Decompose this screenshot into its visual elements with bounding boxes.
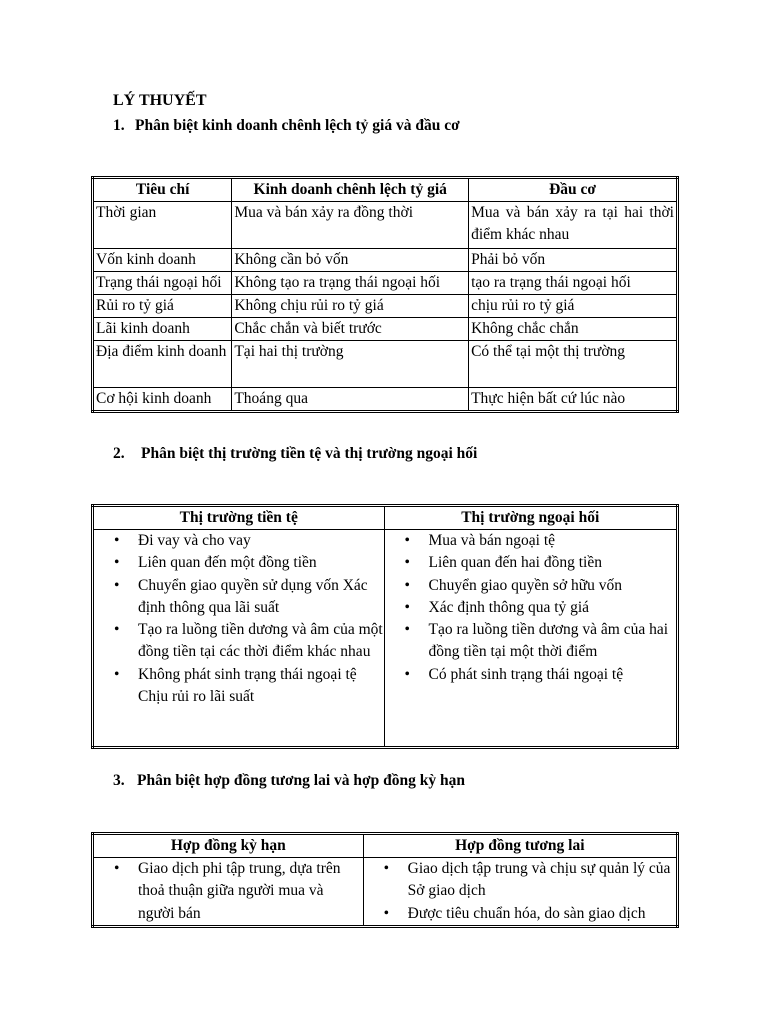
list-item: • Chuyển giao quyền sở hữu vốn: [429, 575, 677, 597]
table-cell: Cơ hội kinh doanh: [93, 388, 232, 412]
table-row: [93, 202, 678, 249]
list-item: • Giao dịch tập trung và chịu sự quản lý của Sở giao dịch: [408, 858, 676, 903]
table-row: [93, 858, 678, 927]
section-3-heading: [113, 772, 465, 790]
column-header: Tiêu chí: [93, 178, 232, 202]
table-cell: Thoáng qua: [232, 388, 469, 412]
list-item: • Không phát sinh trạng thái ngoại tệ: [138, 664, 384, 686]
bullet-list: [385, 530, 677, 686]
column-header: Kinh doanh chênh lệch tỷ giá: [232, 178, 469, 202]
table-row: [93, 272, 678, 295]
section-1-heading: [113, 117, 460, 135]
forward-vs-futures-table: [91, 832, 679, 928]
column-header: Đầu cơ: [469, 178, 678, 202]
table-cell: Không cần bỏ vốn: [232, 249, 469, 272]
table-row: [93, 388, 678, 412]
list-item: • Liên quan đến hai đồng tiền: [429, 552, 677, 574]
page-title: LÝ THUYẾT: [113, 92, 207, 109]
table-row: [93, 530, 678, 748]
table-cell: chịu rủi ro tỷ giá: [469, 295, 678, 318]
table-cell: Địa điểm kinh doanh: [93, 341, 232, 388]
table-cell: Mua và bán xảy ra đồng thời: [232, 202, 469, 249]
table-cell: Tại hai thị trường: [232, 341, 469, 388]
list-continuation: Chịu rủi ro lãi suất: [138, 688, 255, 706]
column-header: Thị trường ngoại hối: [384, 506, 678, 530]
list-item: • Tạo ra luồng tiền dương và âm của hai đồng tiền tại một thời điểm: [429, 619, 677, 664]
money-market-cell: [93, 530, 385, 748]
list-item: • Được tiêu chuẩn hóa, do sàn giao dịch: [408, 903, 676, 925]
forward-contract-cell: [93, 858, 364, 927]
arbitrage-vs-speculation-table: [91, 176, 679, 413]
section-2-heading: [113, 445, 477, 463]
table-row: [93, 318, 678, 341]
table-row: [93, 295, 678, 318]
table-cell: Vốn kinh doanh: [93, 249, 232, 272]
section-title: Phân biệt kinh doanh chênh lệch tỷ giá và đầu cơ: [135, 117, 460, 134]
list-item: • Chuyển giao quyền sử dụng vốn Xác định thông qua lãi suất: [138, 575, 384, 620]
table-cell: Không chịu rủi ro tỷ giá: [232, 295, 469, 318]
table-cell: Có thể tại một thị trường: [469, 341, 678, 388]
section-title: Phân biệt hợp đồng tương lai và hợp đồng kỳ hạn: [137, 772, 465, 789]
table-cell: Không tạo ra trạng thái ngoại hối: [232, 272, 469, 295]
table-row: [93, 341, 678, 388]
table-cell: Không chắc chắn: [469, 318, 678, 341]
table-header-row: [93, 178, 678, 202]
bullet-list: [364, 858, 676, 925]
column-header: Hợp đồng tương lai: [363, 834, 677, 858]
money-vs-forex-market-table: [91, 504, 679, 749]
column-header: Thị trường tiền tệ: [93, 506, 385, 530]
table-row: [93, 249, 678, 272]
bullet-list: [94, 530, 384, 686]
list-item: • Liên quan đến một đồng tiền: [138, 552, 384, 574]
list-item: • Giao dịch phi tập trung, dựa trên thoả thuận giữa người mua và người bán: [138, 858, 363, 925]
table-cell: Chắc chắn và biết trước: [232, 318, 469, 341]
list-item: • Xác định thông qua tỷ giá: [429, 597, 677, 619]
list-item: • Mua và bán ngoại tệ: [429, 530, 677, 552]
table-cell: Trạng thái ngoại hối: [93, 272, 232, 295]
list-item: • Đi vay và cho vay: [138, 530, 384, 552]
column-header: Hợp đồng kỳ hạn: [93, 834, 364, 858]
table-cell: tạo ra trạng thái ngoại hối: [469, 272, 678, 295]
list-item: • Tạo ra luồng tiền dương và âm của một đồng tiền tại các thời điểm khác nhau: [138, 619, 384, 664]
table-cell: Thời gian: [93, 202, 232, 249]
table-cell: Mua và bán xảy ra tại hai thời điểm khác nhau: [469, 202, 678, 249]
section-title: Phân biệt thị trường tiền tệ và thị trường ngoại hối: [141, 445, 478, 462]
section-number: 1.: [113, 117, 125, 134]
table-cell: Thực hiện bất cứ lúc nào: [469, 388, 678, 412]
forex-market-cell: [384, 530, 678, 748]
section-number: 2.: [113, 445, 125, 462]
table-header-row: [93, 834, 678, 858]
futures-contract-cell: [363, 858, 677, 927]
section-number: 3.: [113, 772, 125, 789]
list-item: • Có phát sinh trạng thái ngoại tệ: [429, 664, 677, 686]
table-header-row: [93, 506, 678, 530]
bullet-list: [94, 858, 363, 925]
table-cell: Rủi ro tỷ giá: [93, 295, 232, 318]
table-cell: Phải bỏ vốn: [469, 249, 678, 272]
table-cell: Lãi kinh doanh: [93, 318, 232, 341]
